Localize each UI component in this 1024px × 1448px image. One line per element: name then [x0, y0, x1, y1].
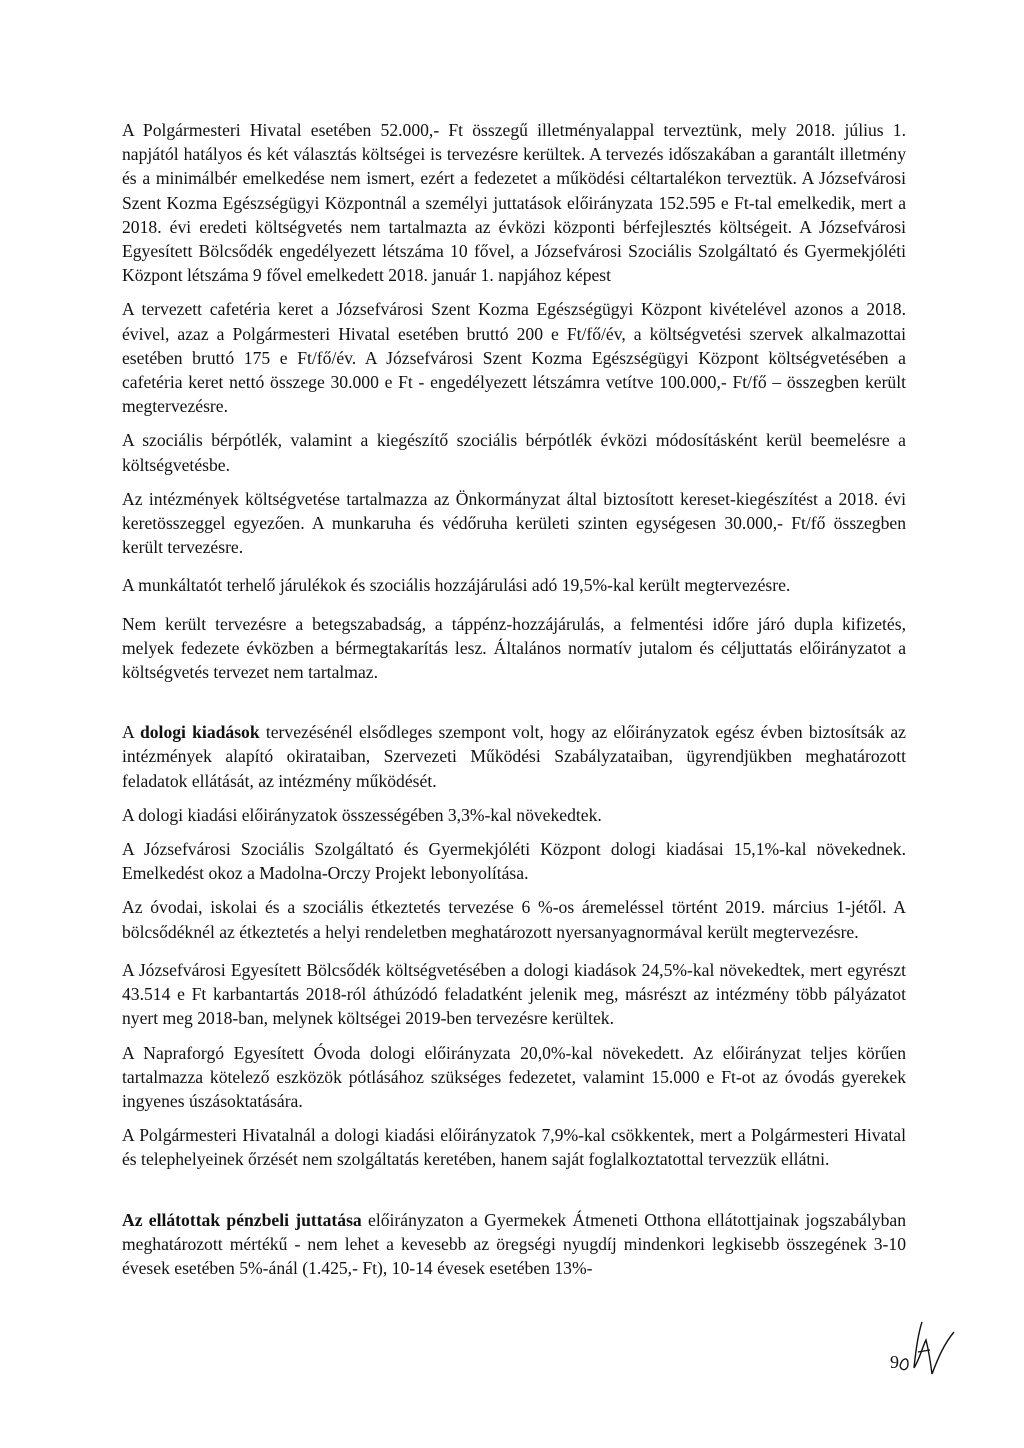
paragraph-wage-supplement: Az intézmények költségvetése tartalmazza az Önkormányzat által biztosított kereset-kiegészítést a 2018. évi keretösszeggel egyezően. A munkaruha és védőruha kerületi szinten egységesen 30.000,- Ft/fő összegben került tervezésre.	[122, 488, 906, 558]
paragraph-cafeteria: A tervezett cafetéria keret a Józsefvárosi Szent Kozma Egészségügyi Központ kivételével azonos a 2018. évivel, azaz a Polgármesteri Hivatal esetében bruttó 200 e Ft/fő/év, a költségvetési szervek alkalmazottai esetében bruttó 175 e Ft/fő/év. A Józsefvárosi Szent Kozma Egészségügyi Központ költségvetésében a cafetéria keret nettó összege 30.000 e Ft - engedélyezett létszámra vetítve 100.000,- Ft/fő – összegben került megtervezésre.	[122, 299, 906, 417]
paragraph-mayors-office: A Polgármesteri Hivatalnál a dologi kiadási előirányzatok 7,9%-kal csökkentek, mert a Polgármesteri Hivatal és telephelyeinek őrzését nem szolgáltatás keretében, hanem saját foglalkoztatottal tervezzük ellátni.	[122, 1125, 906, 1170]
document-page	[122, 118, 906, 1280]
text-run: tervezésénél elsődleges szempont volt, hogy az előirányzatok egész évben biztosítsák az intézmények alapító okirataiban, Szervezeti Működési Szabályzataiban, ügyrendjükben meghatározott feladatok ellátását, az intézmény működését.	[122, 722, 906, 791]
text-run: előirányzaton a Gyermekek Átmeneti Otthona ellátottjainak jogszabályban meghatározott mértékű - nem lehet a kevesebb az öregségi nyugdíj mindenkori legkisebb összegének 3-10 évesek esetében 5%-ánál (1.425,- Ft), 10-14 évesek esetében 13%-	[122, 1209, 907, 1278]
paragraph-material-growth: A dologi kiadási előirányzatok összességében 3,3%-kal növekedtek.	[122, 804, 602, 825]
paragraph-social-supplement: A szociális bérpótlék, valamint a kiegészítő szociális bérpótlék évközi módosításként kerül beemelésre a költségvetésbe.	[122, 430, 906, 475]
paragraph-kindergarten: A Napraforgó Egyesített Óvoda dologi előirányzata 20,0%-kal növekedett. Az előirányzat teljes körűen tartalmazza kötelező eszközök pótlásához szükséges fedezetet, valamint 15.000 e Ft-ot az óvodás gyerekek ingyenes úszásoktatására.	[122, 1042, 906, 1111]
paragraph-material-expenses	[122, 720, 906, 793]
bold-term-beneficiaries: Az ellátottak pénzbeli juttatása	[122, 1209, 362, 1230]
paragraph-contributions: A munkáltatót terhelő járulékok és szociális hozzájárulási adó 19,5%-kal került megtervezésre.	[122, 575, 791, 596]
paragraph-salary-base: A Polgármesteri Hivatal esetében 52.000,- Ft összegű illetményalappal terveztünk, mely 2018. július 1. napjától hatályos és két választás költségei is tervezésre kerültek. A tervezés időszakában a garantált illetmény és a minimálbér emelkedése nem ismert, ezért a fedezetet a működési céltartalékon terveztük. A Józsefvárosi Szent Kozma Egészségügyi Központnál a személyi juttatások előirányzata 152.595 e Ft-tal emelkedik, mert a 2018. évi eredeti költségvetés nem tartalmazta az évközi központi bérfejlesztés költségeit. A Józsefvárosi Egyesített Bölcsődék engedélyezett létszáma 10 fővel, a Józsefvárosi Szociális Szolgáltató és Gyermekjóléti Központ létszáma 9 fővel emelkedett 2018. január 1. napjához képest	[122, 120, 906, 286]
paragraph-nurseries: A Józsefvárosi Egyesített Bölcsődék költségvetésében a dologi kiadások 24,5%-kal növekedtek, mert egyrészt 43.514 e Ft karbantartás 2018-ról áthúzódó feladatként jelenik meg, másrészt az intézmény több pályázatot nyert meg 2018-ban, melynek költségei 2019-ben tervezésre kerültek.	[122, 959, 906, 1029]
paragraph-not-planned: Nem került tervezésre a betegszabadság, a táppénz-hozzájárulás, a felmentési időre járó dupla kifizetés, melyek fedezete évközben a bérmegtakarítás lesz. Általános normatív jutalom és céljuttatás előirányzatot a költségvetés tervezet nem tartalmaz.	[122, 613, 906, 683]
text-run: A	[122, 722, 140, 743]
bold-term-material-expenses: dologi kiadások	[139, 722, 260, 743]
page-number-mark: 9	[890, 1352, 899, 1372]
paragraph-social-center: A Józsefvárosi Szociális Szolgáltató és Gyermekjóléti Központ dologi kiadásai 15,1%-kal növekednek. Emelkedést okoz a Madolna-Orczy Projekt lebonyolítása.	[122, 839, 906, 884]
handwritten-signature	[884, 1318, 964, 1382]
paragraph-catering: Az óvodai, iskolai és a szociális étkeztetés tervezése 6 %-os áremeléssel történt 2019. március 1-jétől. A bölcsődéknél az étkeztetés a helyi rendeletben meghatározott nyersanyagnormával került megtervezésre.	[122, 897, 906, 942]
paragraph-beneficiaries	[122, 1208, 906, 1281]
